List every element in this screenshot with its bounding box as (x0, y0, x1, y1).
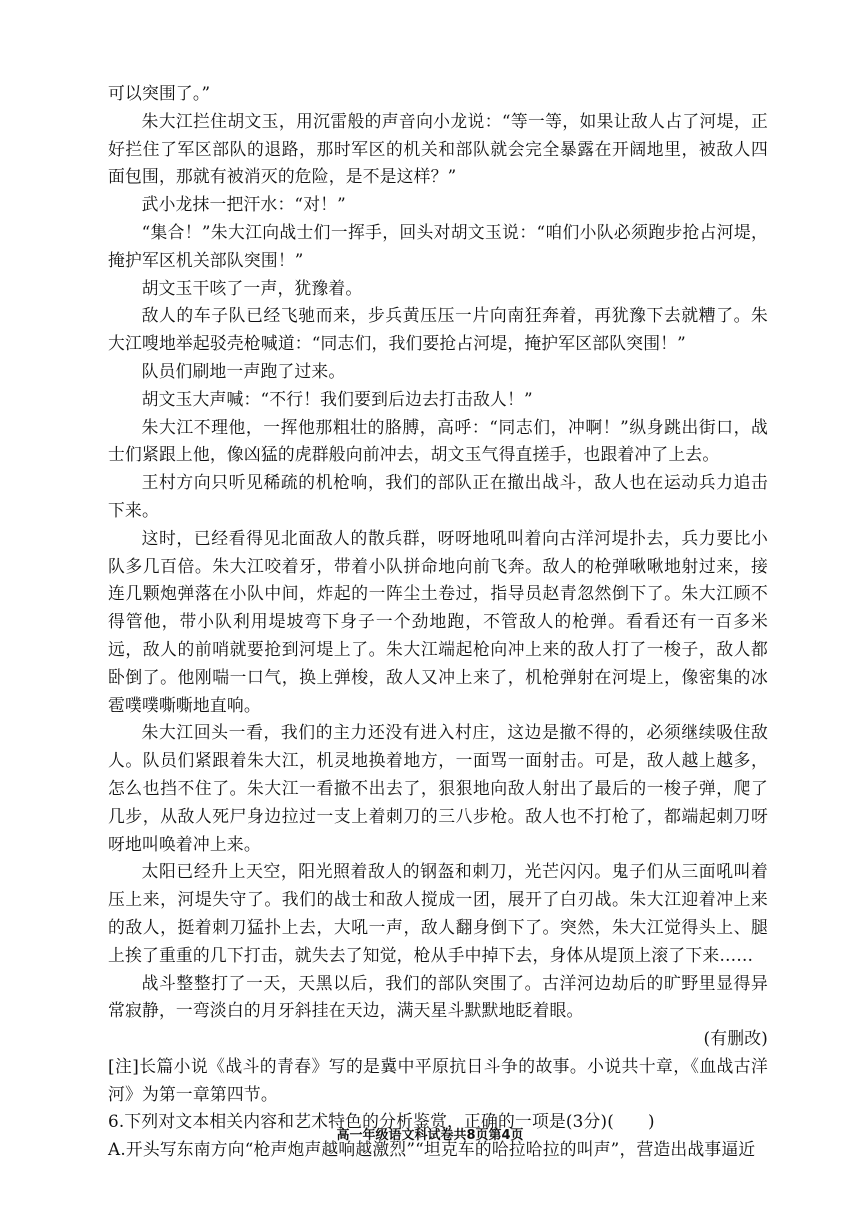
question-option-a: A.开头写东南方向“枪声炮声越响越激烈”“坦克车的哈拉哈拉的叫声”，营造出战事逼近 (108, 1139, 756, 1160)
paragraph: 队员们刷地一声跑了过来。 (141, 360, 346, 381)
paragraph: 敌人的车子队已经飞驰而来，步兵黄压压一片向南狂奔着，再犹豫下去就糟了。朱大江嗖地举起驳壳枪喊道：“同志们，我们要抢占河堤，掩护军区部队突围！” (108, 305, 768, 354)
passage-text (108, 80, 768, 1164)
paragraph: 胡文玉干咳了一声，犹豫着。 (141, 277, 363, 298)
page-footer: 高一年级语文科试卷共8页第4页 (336, 1128, 524, 1143)
paragraph: 武小龙抹一把汗水：“对！” (141, 194, 346, 215)
paragraph: 朱大江不理他，一挥他那粗壮的胳膊，高呼：“同志们，冲啊！”纵身跳出街口，战士们紧跟上他，像凶猛的虎群般向前冲去，胡文玉气得直搓手，也跟着冲了上去。 (108, 416, 768, 465)
paragraph: “集合！”朱大江向战士们一挥手，回头对胡文玉说：“咱们小队必须跑步抢占河堤，掩护军区机关部队突围！” (108, 221, 768, 270)
paragraph: 朱大江拦住胡文玉，用沉雷般的声音向小龙说：“等一等，如果让敌人占了河堤，正好拦住了军区部队的退路，那时军区的机关和部队就会完全暴露在开阔地里，被敌人四面包围，那就有被消灭的危险，是不是这样？” (108, 110, 768, 187)
source-note: (有删改) (703, 1028, 768, 1049)
paragraph: 可以突围了。” (108, 83, 211, 103)
paragraph: 王村方向只听见稀疏的机枪响，我们的部队正在撤出战斗，敌人也在运动兵力追击下来。 (108, 472, 768, 520)
paragraph: 太阳已经升上天空，阳光照着敌人的钢盔和刺刀，光芒闪闪。鬼子们从三面吼叫着压上来，河堤失守了。我们的战士和敌人搅成一团，展开了白刃战。朱大江迎着冲上来的敌人，挺着刺刀猛扑上去，大吼一声，敌人翻身倒下了。突然，朱大江觉得头上、腿上挨了重重的几下打击，就失去了知觉，枪从手中掉下去，身体从堤顶上滚了下来…… (108, 861, 768, 965)
paragraph: 战斗整整打了一天，天黑以后，我们的部队突围了。古洋河边劫后的旷野里显得异常寂静，一弯淡白的月牙斜挂在天边，满天星斗默默地眨着眼。 (108, 972, 768, 1021)
question-stem: 6.下列对文本相关内容和艺术特色的分析鉴赏，正确的一项是(3分)( ) (108, 1111, 655, 1132)
paragraph: 朱大江回头一看，我们的主力还没有进入村庄，这边是撤不得的，必须继续吸住敌人。队员们紧跟着朱大江，机灵地换着地方，一面骂一面射击。可是，敌人越上越多，怎么也挡不住了。朱大江一看撤不出去了，狠狠地向敌人射出了最后的一梭子弹，爬了几步，从敌人死尸身边拉过一支上着刺刀的三八步枪。敌人也不打枪了，都端起刺刀呀呀地叫唤着冲上来。 (108, 722, 768, 854)
footnote: [注]长篇小说《战斗的青春》写的是冀中平原抗日斗争的故事。小说共十章，《血战古洋河》为第一章第四节。 (108, 1055, 768, 1104)
paragraph: 胡文玉大声喊：“不行！我们要到后边去打击敌人！” (141, 388, 533, 409)
paragraph: 这时，已经看得见北面敌人的散兵群，呀呀地吼叫着向古洋河堤扑去，兵力要比小队多几百倍。朱大江咬着牙，带着小队拼命地向前飞奔。敌人的枪弹啾啾地射过来，接连几颗炮弹落在小队中间，炸起的一阵尘土卷过，指导员赵青忽然倒下了。朱大江顾不得管他，带小队利用堤坡弯下身子一个劲地跑，不管敌人的枪弹。看看还有一百多米远，敌人的前哨就要抢到河堤上了。朱大江端起枪向冲上来的敌人打了一梭子，敌人都卧倒了。他刚喘一口气，换上弹梭，敌人又冲上来了，机枪弹射在河堤上，像密集的冰雹噗噗嘶嘶地直响。 (108, 527, 768, 715)
